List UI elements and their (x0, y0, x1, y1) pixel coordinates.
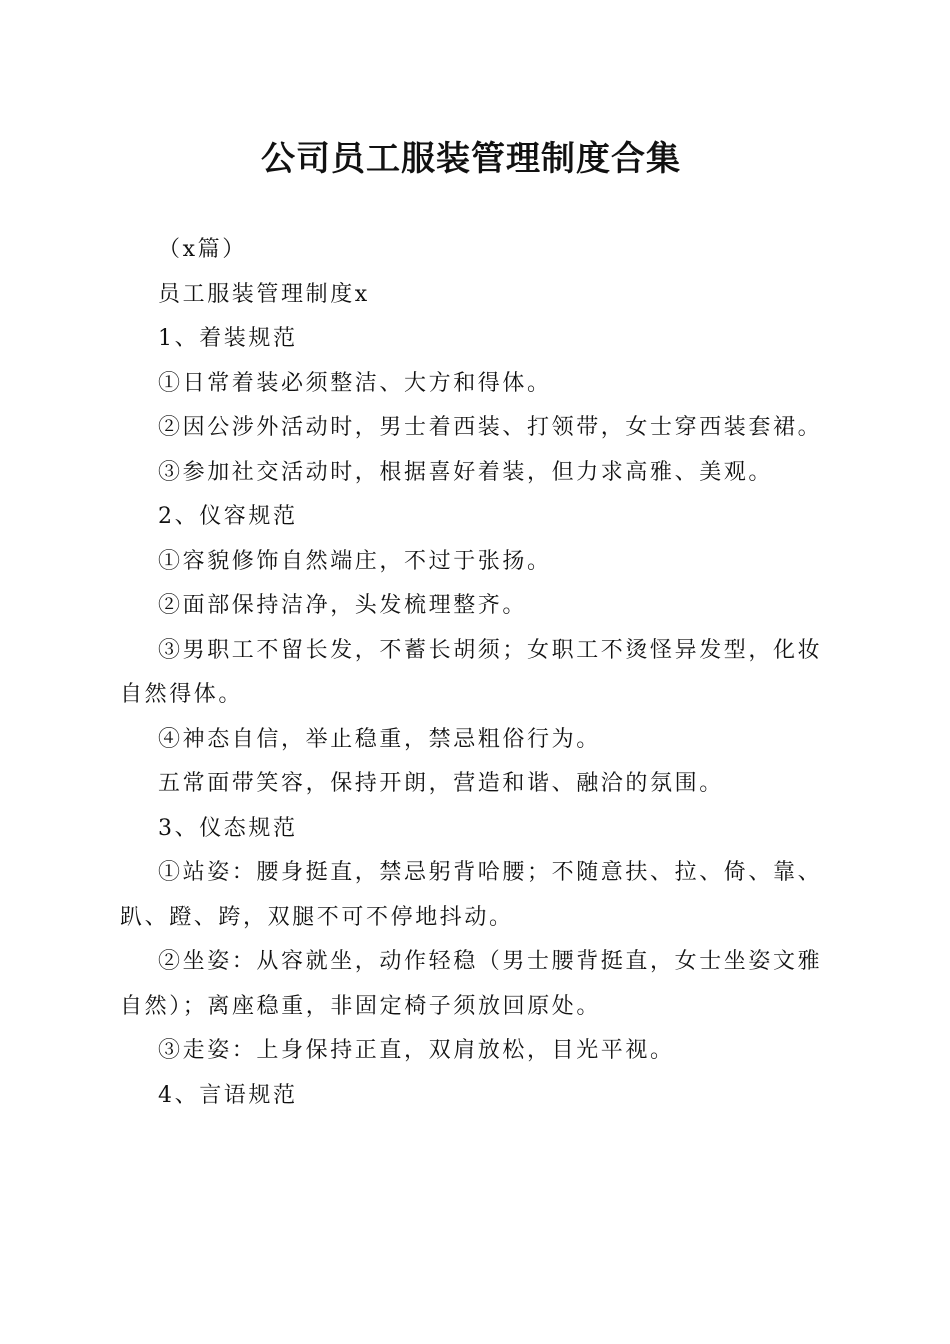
section-heading-speech: 4、言语规范 (158, 1082, 298, 1108)
paragraph-subtitle: 员工服装管理制度x (158, 281, 370, 307)
section-heading-appearance: 2、仪容规范 (158, 504, 298, 529)
document-title: 公司员工服装管理制度合集 (261, 139, 681, 179)
paragraph: ③走姿：上身保持正直，双肩放松，目光平视。 (158, 1038, 675, 1063)
paragraph-count-note: （x篇） (158, 237, 247, 262)
paragraph: ②因公涉外活动时，男士着西装、打领带，女士穿西装套裙。 (158, 415, 823, 440)
paragraph: ③男职工不留长发，不蓄长胡须；女职工不烫怪异发型，化妆自然得体。 (120, 637, 823, 707)
paragraph: ③参加社交活动时，根据喜好着装，但力求高雅、美观。 (158, 459, 774, 485)
paragraph: ①容貌修饰自然端庄，不过于张扬。 (158, 548, 552, 574)
paragraph: 五常面带笑容，保持开朗，营造和谐、融洽的氛围。 (158, 771, 724, 796)
paragraph: ②面部保持洁净，头发梳理整齐。 (158, 593, 528, 618)
paragraph: ④神态自信，举止稳重，禁忌粗俗行为。 (158, 726, 601, 752)
document-body (120, 228, 840, 1118)
paragraph: ①站姿：腰身挺直，禁忌躬背哈腰；不随意扶、拉、倚、靠、趴、蹬、跨，双腿不可不停地抖动。 (120, 860, 823, 930)
section-heading-dress: 1、着装规范 (158, 326, 298, 351)
section-heading-posture: 3、仪态规范 (158, 815, 298, 841)
paragraph: ①日常着装必须整洁、大方和得体。 (158, 370, 552, 396)
paragraph: ②坐姿：从容就坐，动作轻稳（男士腰背挺直，女士坐姿文雅自然）；离座稳重，非固定椅子须放回原处。 (120, 949, 823, 1019)
